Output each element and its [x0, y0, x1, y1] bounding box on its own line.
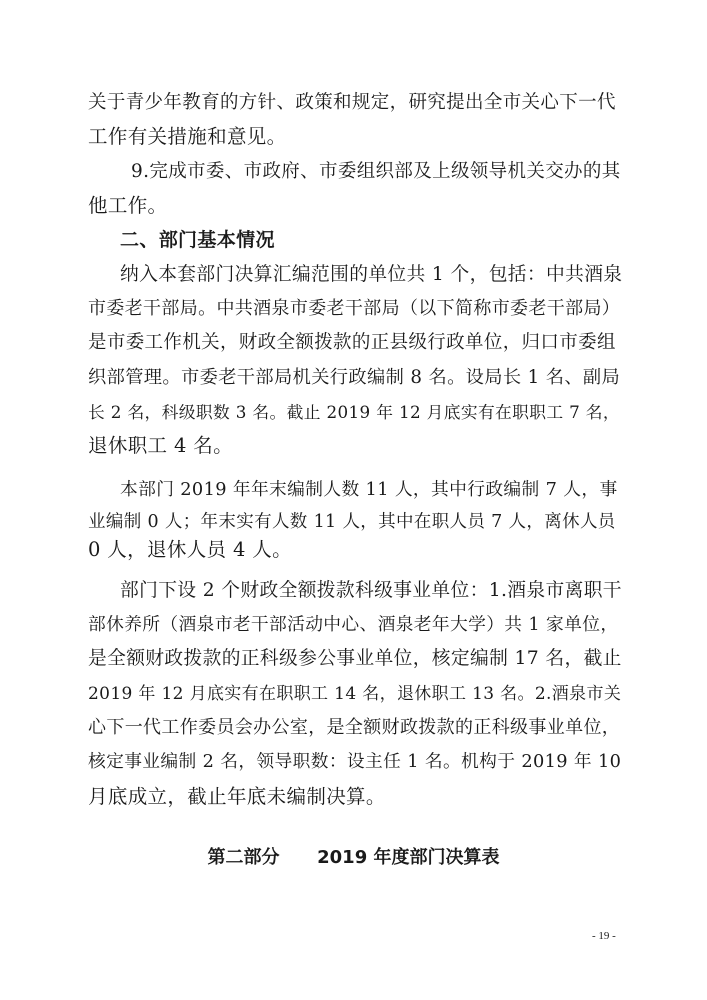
- body-line: 纳入本套部门决算汇编范围的单位共 1 个，包括：中共酒泉: [120, 264, 623, 285]
- body-line: 9.完成市委、市政府、市委组织部及上级领导机关交办的其: [131, 161, 621, 182]
- body-line: 退休职工 4 名。: [88, 434, 233, 457]
- body-line: 0 人，退休人员 4 人。: [88, 538, 292, 561]
- body-line: 关于青少年教育的方针、政策和规定，研究提出全市关心下一代: [88, 92, 616, 113]
- body-line: 长 2 名，科级职数 3 名。截止 2019 年 12 月底实有在职职工 7 名，: [88, 402, 621, 422]
- body-line: 2019 年 12 月底实有在职职工 14 名，退休职工 13 名。2.酒泉市关: [88, 684, 622, 704]
- body-line: 市委老干部局。中共酒泉市委老干部局（以下简称市委老干部局）: [88, 298, 621, 319]
- section-heading: 二、部门基本情况: [120, 229, 275, 251]
- body-line: 是市委工作机关，财政全额拨款的正县级行政单位，归口市委组: [88, 332, 616, 353]
- body-line: 他工作。: [88, 194, 168, 217]
- body-line: 心下一代工作委员会办公室，是全额财政拨款的正科级事业单位，: [88, 717, 621, 738]
- body-line: 业编制 0 人；年末实有人数 11 人，其中在职人员 7 人，离休人员: [88, 512, 616, 532]
- body-line: 核定事业编制 2 名，领导职数：设主任 1 名。机构于 2019 年 10: [88, 752, 622, 772]
- body-line: 部门下设 2 个财政全额拨款科级事业单位：1.酒泉市离职干: [120, 580, 622, 601]
- page-number: - 19 -: [592, 930, 616, 942]
- body-line: 月底成立，截止年底未编制决算。: [88, 785, 386, 808]
- body-line: 织部管理。市委老干部局机关行政编制 8 名。设局长 1 名、副局: [88, 367, 621, 388]
- part-title: 第二部分 2019 年度部门决算表: [207, 847, 500, 868]
- body-line: 本部门 2019 年年末编制人数 11 人，其中行政编制 7 人，事: [120, 480, 618, 500]
- body-line: 是全额财政拨款的正科级参公事业单位，核定编制 17 名，截止: [88, 648, 622, 669]
- body-line: 工作有关措施和意见。: [88, 125, 287, 148]
- body-line: 部休养所（酒泉市老干部活动中心、酒泉老年大学）共 1 家单位，: [88, 615, 619, 635]
